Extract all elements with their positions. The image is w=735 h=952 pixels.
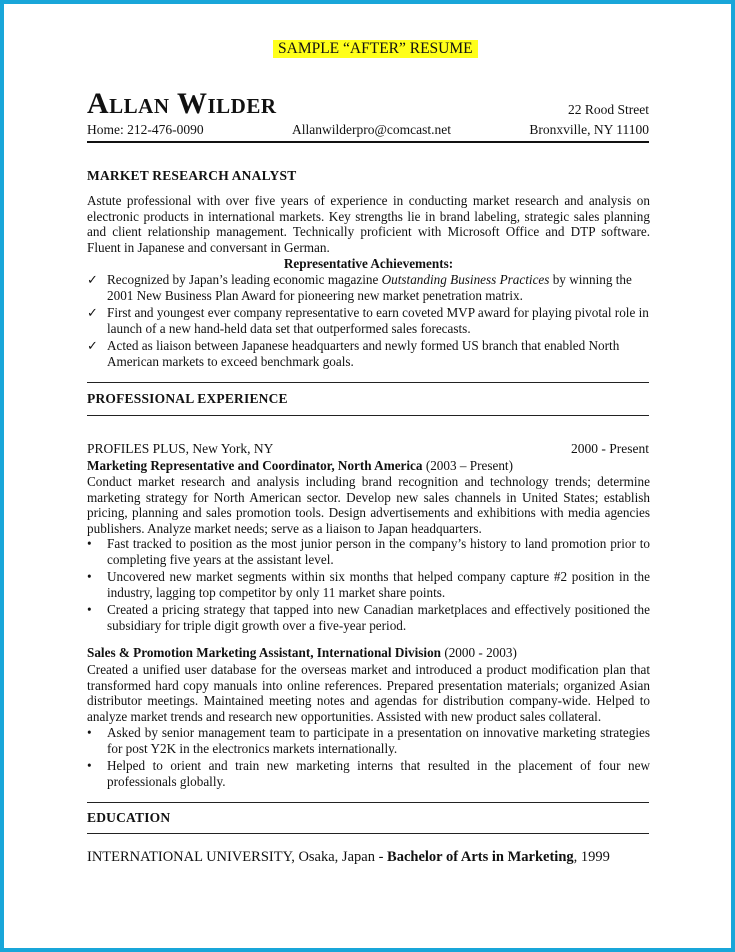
list-item: • Uncovered new market segments within six months that helped company capture #2 position in the industry, lagging top competitor by only 11 market share points. (87, 569, 650, 600)
header-divider (87, 141, 649, 143)
summary-title: MARKET RESEARCH ANALYST (87, 168, 297, 183)
role1-list (87, 536, 650, 636)
list-item: • Created a pricing strategy that tapped into new Canadian marketplaces and effectively positioned the subsidiary for triple digit growth over a five-year period. (87, 602, 650, 633)
list-item: ✓ First and youngest ever company representative to earn coveted MVP award for playing pivotal role in launch of a new hand-held data set that outperformed sales forecasts. (87, 305, 649, 336)
section-divider (87, 802, 649, 803)
check-icon: ✓ (87, 305, 99, 321)
check-icon: ✓ (87, 272, 99, 287)
section-divider (87, 415, 649, 416)
company-dates: 2000 - Present (571, 441, 649, 456)
summary-text: Astute professional with over five years of experience in conducting market research and analysis on electronic products in international markets. Key strengths lie in brand labeling, strategic sales planning and client relationship management. Technically proficient with Microsoft Office and DTP software. Fluent in Japanese and conversant in German. (87, 193, 650, 255)
candidate-name: Allan Wilder (87, 87, 277, 120)
list-item: ✓ Recognized by Japan’s leading economic magazine Outstanding Business Practices by winning the 2001 New Business Plan Award for pioneering new market penetration matrix. (87, 272, 632, 303)
street-address: 22 Rood Street (568, 102, 649, 117)
education-title: EDUCATION (87, 810, 171, 825)
email: Allanwilderpro@comcast.net (292, 122, 452, 137)
experience-title: PROFESSIONAL EXPERIENCE (87, 391, 288, 406)
company-row (87, 441, 649, 457)
city-state: Bronxville, NY 11100 (529, 122, 649, 137)
achievements-list (87, 272, 650, 372)
role2-heading: Sales & Promotion Marketing Assistant, International Division (2000 - 2003) (87, 645, 517, 660)
list-item: • Asked by senior management team to participate in a presentation on innovative marketing strategies for post Y2K in the electronics markets internationally. (87, 725, 650, 756)
sample-banner: SAMPLE “AFTER” RESUME (273, 40, 478, 58)
section-divider (87, 382, 649, 383)
achievements-title: Representative Achievements: (283, 256, 454, 271)
check-icon: ✓ (87, 338, 99, 354)
bullet-icon: • (87, 725, 92, 740)
section-divider (87, 833, 649, 834)
bullet-icon: • (87, 536, 92, 551)
bullet-icon: • (87, 602, 92, 618)
role2-text: Created a unified user database for the overseas market and introduced a product modification plan that transformed hard copy manuals into online references. Prepared presentation materials; organized Asian distributor meetings. Maintained meeting notes and agendas for distribution company-wide. Helped to analyze market trends and research new opportunities. Assisted with new product sales collateral. (87, 662, 650, 724)
list-item: ✓ Acted as liaison between Japanese headquarters and newly formed US branch that enabled North American markets to exceed benchmark goals. (87, 338, 620, 369)
education-entry: INTERNATIONAL UNIVERSITY, Osaka, Japan - Bachelor of Arts in Marketing, 1999 (87, 849, 610, 865)
bullet-icon: • (87, 758, 92, 774)
role1-text: Conduct market research and analysis including brand recognition and technology trends; determine marketing strategy for North American sector. Develop new sales channels in United States; establish pricing, planning and sales promotion tools. Design advertisements and exhibitions with media agencies publishers. Analyze market needs; serve as a liaison to Japan headquarters. (87, 474, 650, 536)
company-name: PROFILES PLUS, New York, NY (87, 441, 274, 456)
role1-heading: Marketing Representative and Coordinator, North America (2003 – Present) (87, 458, 513, 473)
phone: Home: 212-476-0090 (87, 122, 204, 137)
list-item: • Helped to orient and train new marketing interns that resulted in the placement of four new professionals globally. (87, 758, 650, 789)
list-item: • Fast tracked to position as the most junior person in the company’s history to land promotion prior to completing five years at the assistant level. (87, 536, 650, 567)
bullet-icon: • (87, 569, 92, 585)
role2-list (87, 725, 650, 791)
